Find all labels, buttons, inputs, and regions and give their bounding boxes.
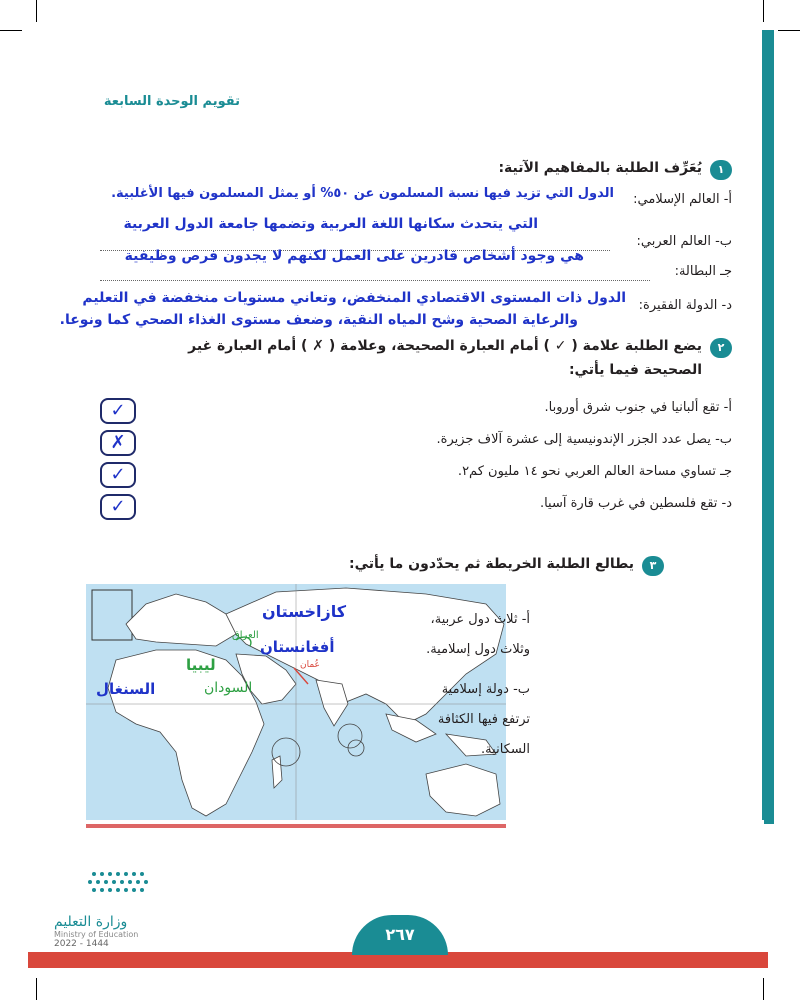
crop-mark <box>0 30 22 31</box>
q1-item-c-line <box>100 280 650 281</box>
q1-item-a-answer: الدول التي تزيد فيها نسبة المسلمون عن ٥٠% أو يمثل المسلمون فيها الأغلبية. <box>111 186 614 201</box>
map-label-iraq: العراق <box>232 630 259 641</box>
question-1-title: يُعَرِّف الطلبة بالمفاهيم الآتية: <box>498 160 702 176</box>
q3-task-b-line1: ب- دولة إسلامية <box>441 682 530 697</box>
q1-item-c-label: جـ البطالة: <box>674 264 732 279</box>
q2-statement-a: أ- تقع ألبانيا في جنوب شرق أوروبا. <box>544 400 732 415</box>
q2-statement-c: جـ تساوي مساحة العالم العربي نحو ١٤ مليون كم٢. <box>457 464 732 479</box>
q1-item-b-label: ب- العالم العربي: <box>636 234 732 249</box>
q2-statement-b: ب- يصل عدد الجزر الإندونيسية إلى عشرة آلاف جزيرة. <box>436 432 732 447</box>
crop-mark <box>763 978 764 1000</box>
question-2-badge: ٢ <box>710 338 732 358</box>
question-3-title: يطالع الطلبة الخريطة ثم يحدّدون ما يأتي: <box>348 556 634 572</box>
map-label-sudan: السودان <box>204 680 253 696</box>
edition-year: 2022 - 1444 <box>54 939 109 949</box>
q2-mark-box-d[interactable]: ✓ <box>100 494 136 520</box>
q1-item-d-answer-line1: الدول ذات المستوى الاقتصادي المنخفض، وتعاني مستويات منخفضة في التعليم <box>82 290 626 306</box>
question-2-title-line1: يضع الطلبة علامة ( ✓ ) أمام العبارة الصحيحة، وعلامة ( ✗ ) أمام العبارة غير <box>188 338 702 354</box>
page-number: ٢٦٧ <box>352 915 448 955</box>
question-1-badge: ١ <box>710 160 732 180</box>
map-label-oman: عُمان <box>300 660 320 670</box>
ministry-name-ar: وزارة التعليم <box>54 914 128 930</box>
crop-mark <box>763 0 764 22</box>
q1-item-d-label: د- الدولة الفقيرة: <box>638 298 732 313</box>
q3-task-a-line2: وثلاث دول إسلامية. <box>426 642 530 657</box>
side-accent-square <box>764 812 774 824</box>
q1-item-a-label: أ- العالم الإسلامي: <box>633 192 732 207</box>
q1-item-b-answer: التي يتحدث سكانها اللغة العربية وتضمها جامعة الدول العربية <box>123 216 538 232</box>
q2-mark-box-b[interactable]: ✗ <box>100 430 136 456</box>
q3-task-b-line2: ترتفع فيها الكثافة <box>437 712 530 727</box>
q2-mark-box-a[interactable]: ✓ <box>100 398 136 424</box>
ministry-logo <box>54 868 174 949</box>
q2-statement-d: د- تقع فلسطين في غرب قارة آسيا. <box>539 496 732 511</box>
ministry-logo-dots <box>54 868 174 908</box>
crop-mark <box>36 978 37 1000</box>
map-label-senegal: السنغال <box>96 680 156 698</box>
unit-header: تقويم الوحدة السابعة <box>103 94 240 109</box>
q2-mark-box-c[interactable]: ✓ <box>100 462 136 488</box>
map-label-afghanistan: أفغانستان <box>260 638 335 656</box>
crop-mark <box>36 0 37 22</box>
ministry-name-en: Ministry of Education <box>54 930 139 939</box>
map-label-kazakhstan: كازاخستان <box>262 602 347 621</box>
question-3-badge: ٣ <box>642 556 664 576</box>
q1-item-c-answer: هي وجود أشخاص قادرين على العمل لكنهم لا يجدون فرص وظيفية <box>124 248 584 264</box>
q3-task-b-line3: السكانية. <box>481 742 530 757</box>
side-accent-bar <box>762 30 774 820</box>
q3-task-a-line1: أ- ثلاث دول عربية، <box>430 612 530 627</box>
q1-item-d-answer-line2: والرعاية الصحية وشح المياه النقية، وضعف مستوى الغذاء الصحي كما ونوعا. <box>59 312 578 328</box>
map-label-libya: ليبيا <box>186 656 216 674</box>
question-2-title-line2: الصحيحة فيما يأتي: <box>568 362 702 378</box>
crop-mark <box>778 30 800 31</box>
